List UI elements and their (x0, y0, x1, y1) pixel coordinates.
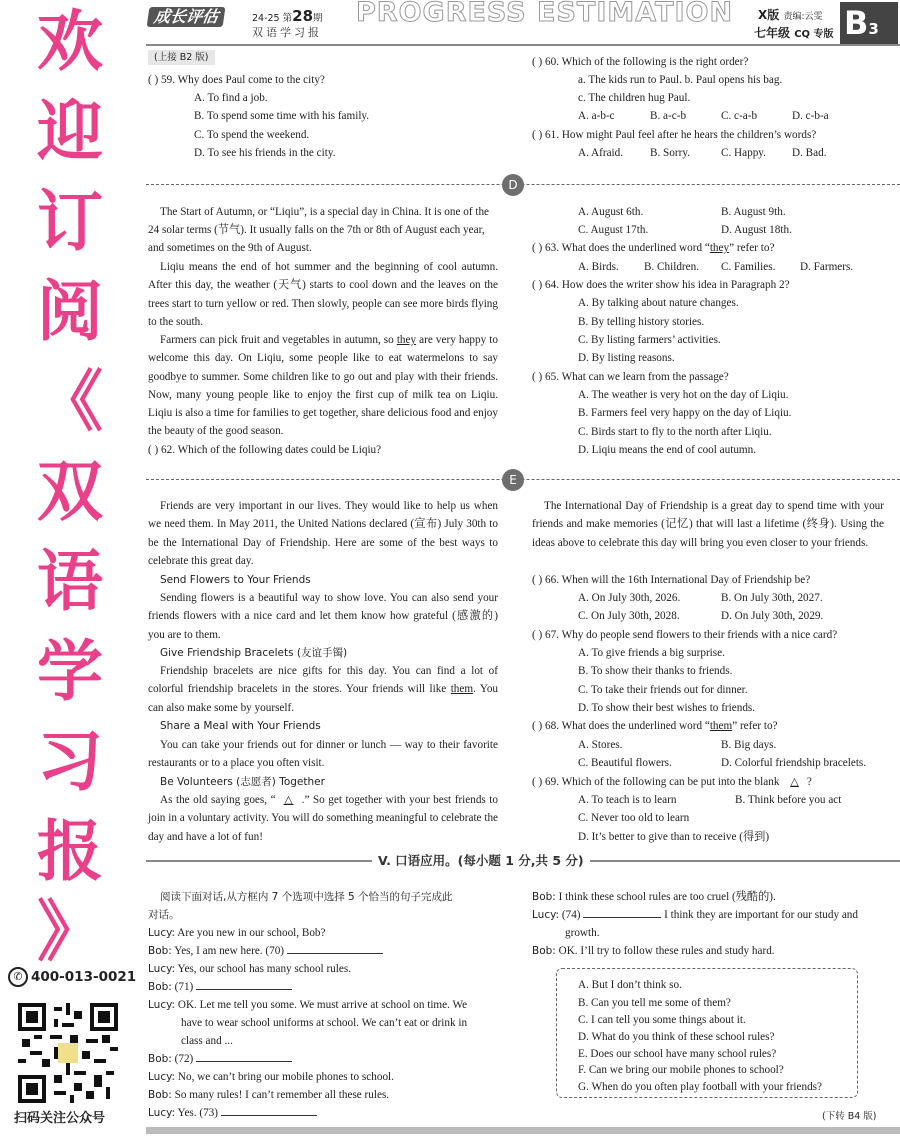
passage-e-intro: Friends are very important in our lives. They would like to help us when we need them. In May 2011, the United Nations declared (宣布) July 30th to be the International Day of Friendship. Here are some of the best ways to celebrate this great day. (148, 500, 498, 567)
dialogue-line: Lucy: Yes. (73) (148, 1104, 317, 1122)
q62-option-b[interactable]: B. August 9th. (721, 206, 786, 218)
answer-blank-71[interactable] (196, 978, 292, 990)
banner-char: 迎 (37, 93, 103, 170)
dialogue-line: Lucy: No, we can’t bring our mobile phones to school. (148, 1071, 394, 1083)
banner-char: 语 (37, 543, 103, 620)
passage-e-paragraph: You can take your friends out for dinner or lunch — way to their favorite restaurants or to a place you often visit. (148, 739, 498, 770)
banner-char: 订 (37, 183, 103, 260)
banner-char: 《 (37, 363, 103, 440)
instructions: 对话。 (148, 909, 180, 921)
q68-option-c[interactable]: C. Beautiful flowers. (578, 757, 672, 769)
answer-blank-73[interactable] (221, 1104, 317, 1116)
q59-option-d[interactable]: D. To see his friends in the city. (194, 147, 336, 159)
qr-label: 扫码关注公众号 (14, 1111, 106, 1126)
q59-option-c[interactable]: C. To spend the weekend. (194, 129, 310, 141)
q62-option-a[interactable]: A. August 6th. (578, 206, 644, 218)
q64-option-a[interactable]: A. By talking about nature changes. (578, 297, 739, 309)
q60-option-b[interactable]: B. a-c-b (650, 110, 687, 122)
passage-e-paragraph: As the old saying goes, “ △ .” So get together with your best friends to join in a voluntary activity. You will do something meaningful to celebrate the day and have a lot of fun! (148, 794, 499, 843)
hotline[interactable]: ✆ 400-013-0021 (8, 967, 136, 987)
q62-option-d[interactable]: D. August 18th. (721, 224, 792, 236)
q64-option-c[interactable]: C. By listing farmers’ activities. (578, 334, 721, 346)
q68-option-d[interactable]: D. Colorful friendship bracelets. (721, 757, 867, 769)
passage-e-ending: The International Day of Friendship is a great day to spend time with your friends and make memories (记忆) that will last a lifetime (终身). Using the ideas above to celebrate this day will bring you even closer to your friends. (532, 500, 884, 549)
q59-stem: ( ) 59. Why does Paul come to the city? (148, 74, 325, 86)
q67-option-d[interactable]: D. To show their best wishes to friends. (578, 702, 756, 714)
passage-d-line: 24 solar terms (节气). It usually falls on the 7th or 8th of August each year, (148, 224, 485, 236)
passage-e-heading: Give Friendship Bracelets (友谊手镯) (160, 647, 348, 659)
logo: 成长评估 (147, 7, 226, 27)
grade: 七年级 CQ 专版 (754, 26, 834, 40)
q61-option-a[interactable]: A. Afraid. (578, 147, 624, 159)
dialogue-line: Lucy: (74) I think they are important for our study and (532, 906, 858, 924)
q61-option-c[interactable]: C. Happy. (721, 147, 766, 159)
dialogue-line: Lucy: Yes, our school has many school rules. (148, 963, 351, 975)
q65-option-c[interactable]: C. Birds start to fly to the north after Liqiu. (578, 426, 772, 438)
passage-e-heading: Share a Meal with Your Friends (160, 720, 321, 732)
passage-d-paragraph: Liqiu means the end of hot summer and the beginning of cool autumn. After this day, the weather (天气) starts to cool down and the leaves on the trees start to turn yellow or red. Then slowly, people can see more birds flying to the south. (148, 261, 498, 328)
option-item[interactable]: F. Can we bring our mobile phones to school? (578, 1064, 784, 1076)
q68-option-b[interactable]: B. Big days. (721, 739, 777, 751)
dialogue-line: Bob: Yes, I am new here. (70) (148, 942, 383, 960)
q68-stem: ( ) 68. What does the underlined word “them” refer to? (532, 720, 778, 732)
q65-option-b[interactable]: B. Farmers feel very happy on the day of Liqiu. (578, 407, 792, 419)
q65-option-a[interactable]: A. The weather is very hot on the day of Liqiu. (578, 389, 789, 401)
passage-e-paragraph: Friendship bracelets are nice gifts for this day. You can find a lot of colorful friendship bracelets in the stores. Your friends will like them. You can also make some by yourself. (148, 665, 499, 714)
dialogue-line: Lucy: Are you new in our school, Bob? (148, 927, 326, 939)
q66-option-a[interactable]: A. On July 30th, 2026. (578, 592, 681, 604)
continued-next-note: (下转 B4 版) (822, 1111, 877, 1122)
answer-blank-72[interactable] (196, 1050, 292, 1062)
q69-option-a[interactable]: A. To teach is to learn (578, 794, 677, 806)
subscribe-banner (0, 0, 140, 1136)
option-item[interactable]: G. When do you often play football with your friends? (578, 1081, 822, 1093)
answer-blank-74[interactable] (583, 906, 661, 918)
page-header (140, 0, 900, 44)
q66-option-b[interactable]: B. On July 30th, 2027. (721, 592, 823, 604)
q62-option-c[interactable]: C. August 17th. (578, 224, 649, 236)
q66-option-c[interactable]: C. On July 30th, 2028. (578, 610, 680, 622)
q59-option-a[interactable]: A. To find a job. (194, 92, 268, 104)
q67-option-b[interactable]: B. To show their thanks to friends. (578, 665, 733, 677)
header-rule (146, 44, 900, 46)
q61-option-d[interactable]: D. Bad. (792, 147, 827, 159)
dialogue-line: Bob: (71) (148, 978, 292, 996)
q65-option-d[interactable]: D. Liqiu means the end of cool autumn. (578, 444, 757, 456)
q67-option-c[interactable]: C. To take their friends out for dinner. (578, 684, 748, 696)
banner-char: 》 (37, 893, 103, 970)
q64-option-b[interactable]: B. By telling history stories. (578, 316, 705, 328)
q60-stem: ( ) 60. Which of the following is the right order? (532, 56, 749, 68)
instructions: 阅读下面对话,从方框内 7 个选项中选择 5 个恰当的句子完成此 (160, 891, 453, 903)
section-v-title: V. 口语应用。(每小题 1 分,共 5 分) (372, 852, 590, 870)
banner-char: 报 (37, 813, 103, 890)
continued-note: (上接 B2 版) (148, 50, 215, 65)
option-item[interactable]: B. Can you tell me some of them? (578, 997, 731, 1009)
passage-d-line: The Start of Autumn, or “Liqiu”, is a special day in China. It is one of the (160, 206, 490, 218)
q61-option-b[interactable]: B. Sorry. (650, 147, 690, 159)
banner-char: 习 (37, 723, 103, 800)
q63-option-d[interactable]: D. Farmers. (800, 261, 854, 273)
q69-option-b[interactable]: B. Think before you act (735, 794, 842, 806)
option-item[interactable]: E. Does our school have many school rules? (578, 1048, 777, 1060)
q69-option-d[interactable]: D. It’s better to give than to receive (得到) (578, 831, 770, 843)
q63-option-b[interactable]: B. Children. (644, 261, 700, 273)
q69-option-c[interactable]: C. Never too old to learn (578, 812, 690, 824)
section-badge-d: D (502, 174, 524, 196)
dialogue-line: class and ... (181, 1035, 233, 1047)
q63-stem: ( ) 63. What does the underlined word “they” refer to? (532, 242, 775, 254)
option-item[interactable]: A. But I don’t think so. (578, 979, 682, 991)
phone-icon: ✆ (8, 967, 28, 987)
page-number: B3 (840, 2, 898, 44)
q68-option-a[interactable]: A. Stores. (578, 739, 623, 751)
passage-e-paragraph: Sending flowers is a beautiful way to show love. You can also send your friends flowers with a nice card and let them know how grateful (感激的) you are to them. (148, 592, 498, 641)
banner-char: 阅 (37, 273, 103, 350)
q60-statement: a. The kids run to Paul. b. Paul opens his bag. (578, 74, 783, 86)
q67-option-a[interactable]: A. To give friends a big surprise. (578, 647, 725, 659)
q66-stem: ( ) 66. When will the 16th International Day of Friendship be? (532, 574, 811, 586)
q63-option-a[interactable]: A. Birds. (578, 261, 619, 273)
dialogue-line: Bob: I think these school rules are too cruel (残酷的). (532, 891, 776, 903)
banner-char: 学 (37, 633, 103, 710)
issue-info: 24-25 第28期 (252, 7, 323, 25)
q60-option-a[interactable]: A. a-b-c (578, 110, 615, 122)
dialogue-line: have to wear school uniforms at school. We can’t eat or drink in (181, 1017, 468, 1029)
dialogue-line: Bob: (72) (148, 1050, 292, 1068)
option-item[interactable]: C. I can tell you some things about it. (578, 1014, 746, 1026)
q64-stem: ( ) 64. How does the writer show his idea in Paragraph 2? (532, 279, 790, 291)
q69-stem: ( ) 69. Which of the following can be put into the blank △ ? (532, 776, 812, 788)
q64-option-d[interactable]: D. By listing reasons. (578, 352, 675, 364)
dialogue-line: Bob: So many rules! I can’t remember all these rules. (148, 1089, 390, 1101)
banner-char: 欢 (37, 3, 103, 80)
q65-stem: ( ) 65. What can we learn from the passage? (532, 371, 729, 383)
paper-name: 双语学习报 (252, 26, 322, 39)
q60-option-d[interactable]: D. c-b-a (792, 110, 829, 122)
q61-stem: ( ) 61. How might Paul feel after he hears the children’s words? (532, 129, 817, 141)
passage-d-line: and sometimes on the 9th of August. (148, 242, 312, 254)
q62-stem: ( ) 62. Which of the following dates could be Liqiu? (148, 444, 382, 456)
passage-e-heading: Send Flowers to Your Friends (160, 574, 311, 586)
banner-char: 双 (37, 453, 103, 530)
answer-blank-70[interactable] (287, 942, 383, 954)
passage-e-heading: Be Volunteers (志愿者) Together (160, 776, 325, 788)
dialogue-line: Bob: OK. I’ll try to follow these rules and study hard. (532, 945, 775, 957)
q60-option-c[interactable]: C. c-a-b (721, 110, 758, 122)
q66-option-d[interactable]: D. On July 30th, 2029. (721, 610, 824, 622)
version: X版 责编:云雯 (758, 8, 823, 22)
q60-statement: c. The children hug Paul. (578, 92, 691, 104)
footer-bar (146, 1127, 900, 1134)
dialogue-line: Lucy: OK. Let me tell you some. We must arrive at school on time. We (148, 999, 468, 1011)
qr-code[interactable] (18, 1003, 118, 1103)
option-item[interactable]: D. What do you think of these school rules? (578, 1031, 775, 1043)
passage-d-paragraph: Farmers can pick fruit and vegetables in autumn, so they are very happy to welcome this day. On Liqiu, some people like to eat watermelons to say goodbye to summer. Some children like to go out and play with their friends. Now, many young people like to enjoy the first cup of milk tea on Liqiu. Liqiu is also a time for families to get together, share delicious food and enjoy the beauty of the good season. (148, 334, 499, 438)
q67-stem: ( ) 67. Why do people send flowers to their friends with a nice card? (532, 629, 838, 641)
q59-option-b[interactable]: B. To spend some time with his family. (194, 110, 370, 122)
section-badge-e: E (502, 469, 524, 491)
dialogue-line: growth. (565, 927, 600, 939)
q63-option-c[interactable]: C. Families. (721, 261, 776, 273)
banner-title: PROGRESS ESTIMATION (356, 0, 734, 28)
